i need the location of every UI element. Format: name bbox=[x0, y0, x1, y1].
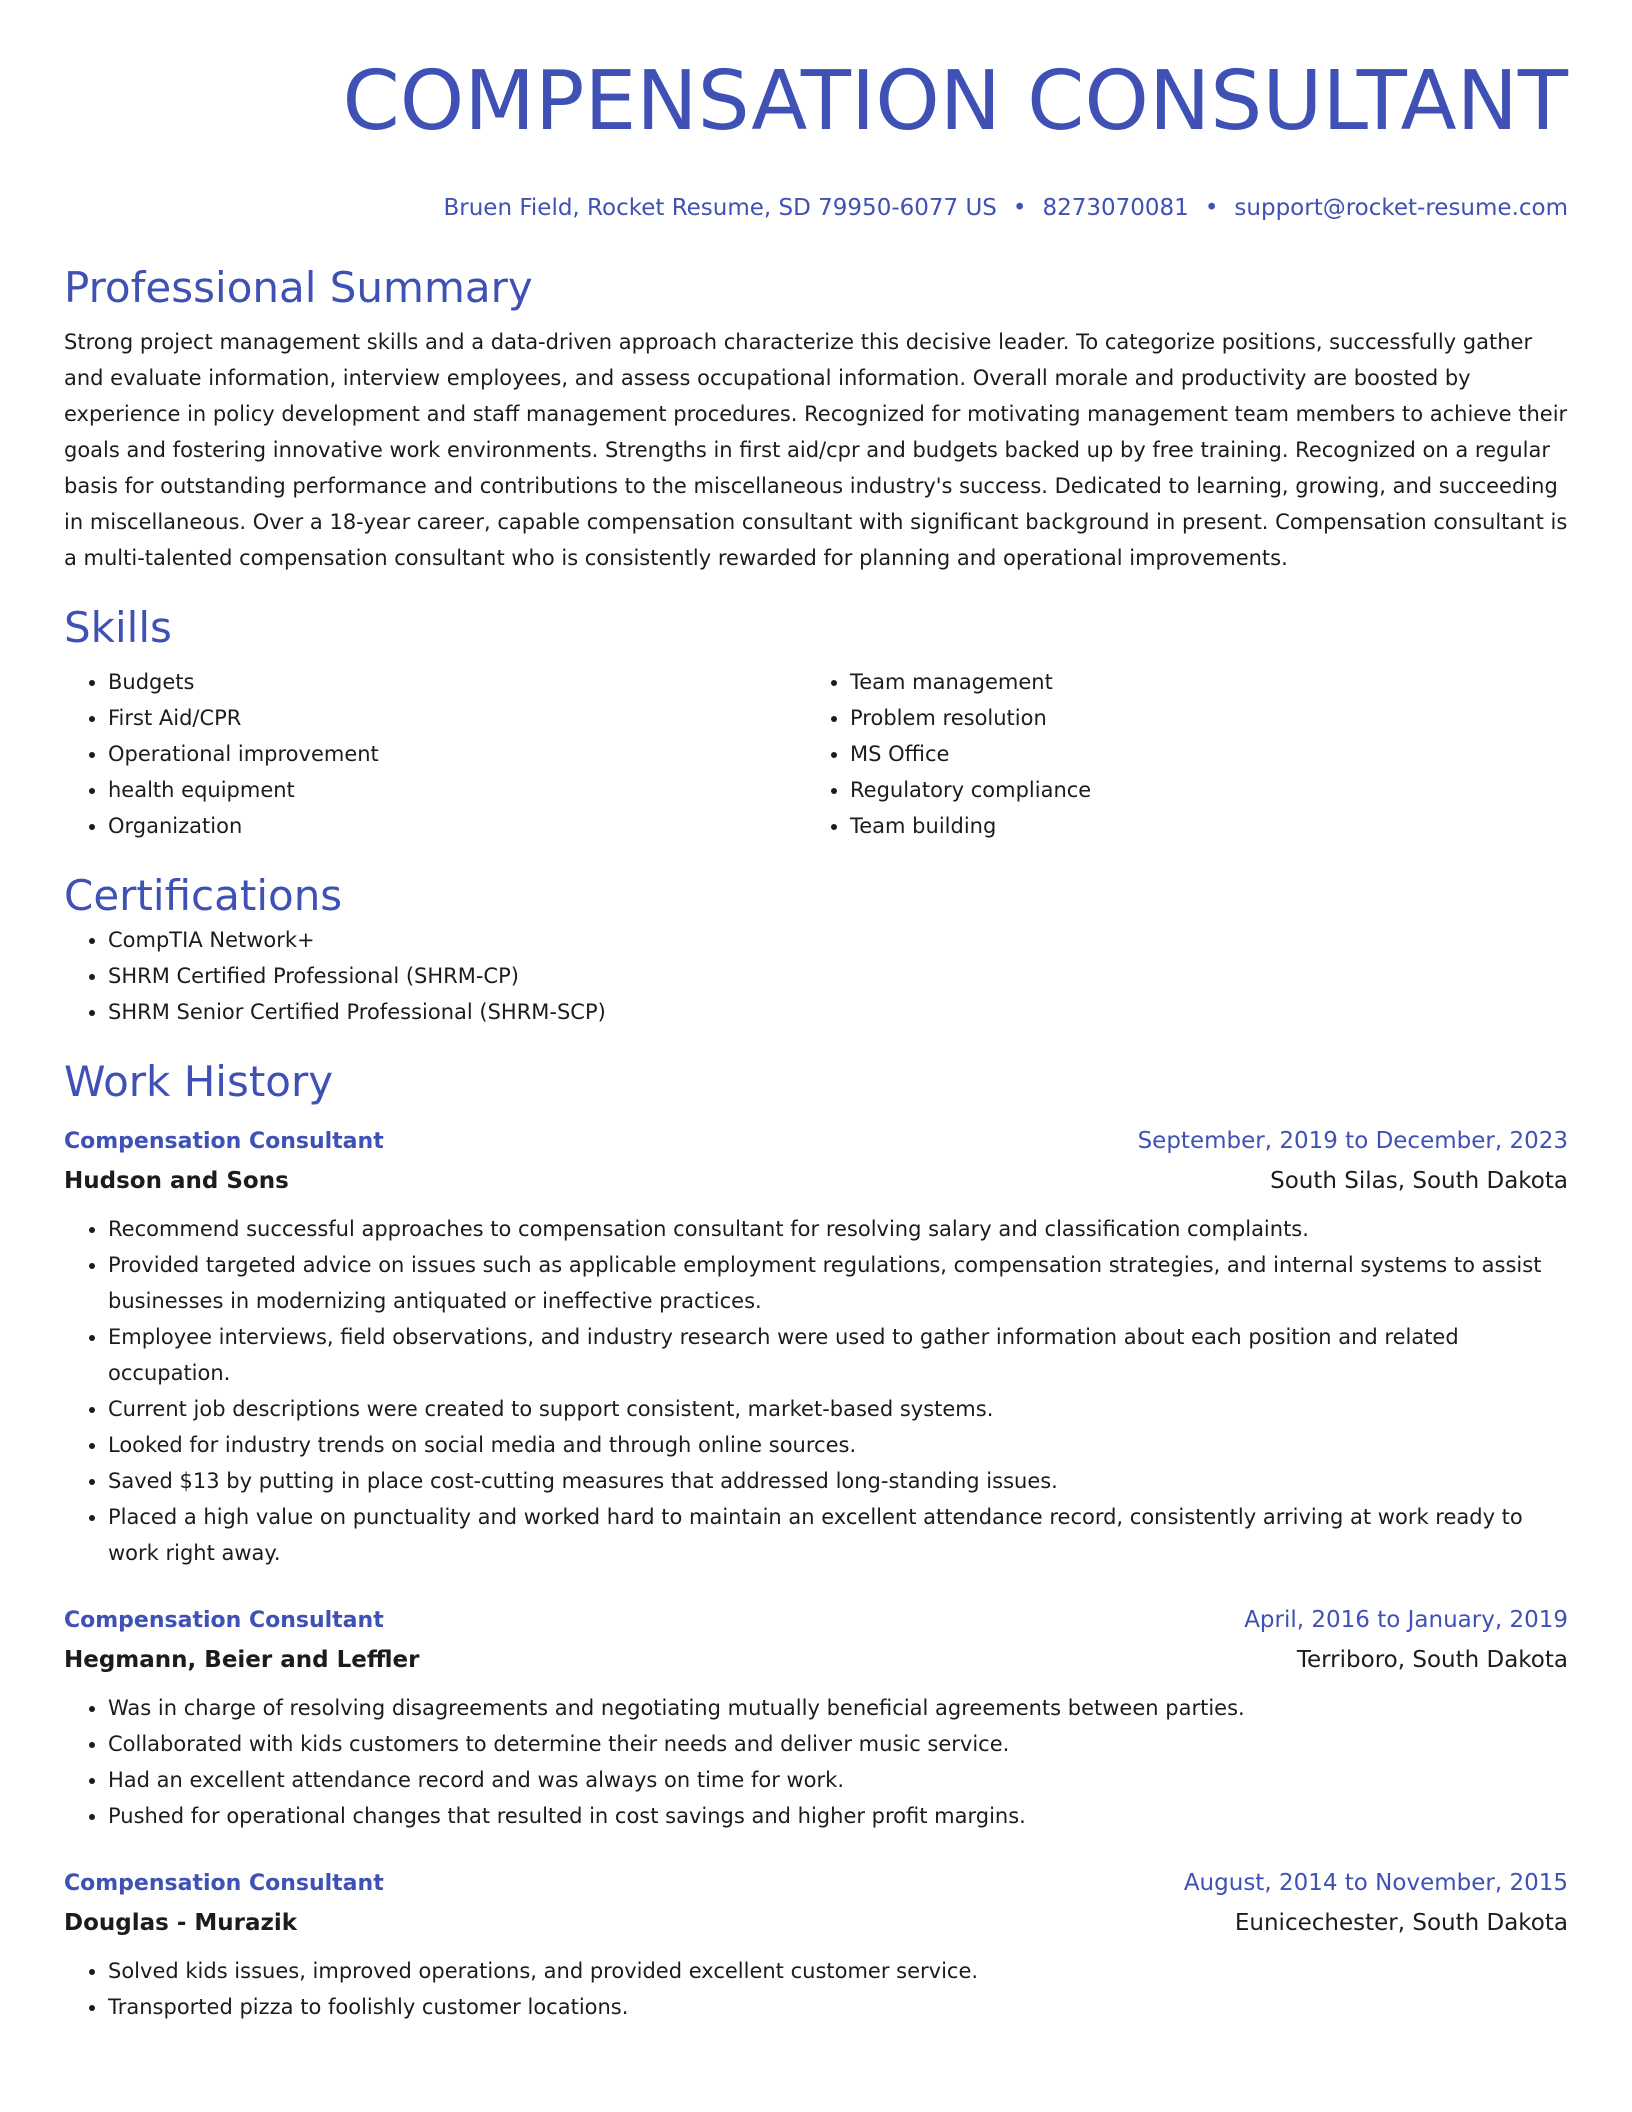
certifications-heading: Certifications bbox=[64, 871, 343, 920]
contact-line bbox=[64, 192, 1568, 224]
skill-item: • Budgets bbox=[108, 664, 806, 700]
job-bullet: • Placed a high value on punctuality and worked hard to maintain an excellent attendance record, consistently arriving at work ready to work right away. bbox=[108, 1499, 1568, 1571]
contact-separator: • bbox=[1204, 195, 1219, 221]
skill-item: • Team building bbox=[850, 808, 1548, 844]
contact-email[interactable]: support@rocket-resume.com bbox=[1234, 195, 1568, 221]
skills-column-left bbox=[64, 664, 806, 844]
job-bullet: • Pushed for operational changes that resulted in cost savings and higher profit margins. bbox=[108, 1798, 1568, 1834]
skill-item: • Operational improvement bbox=[108, 736, 806, 772]
job-bullet: • Provided targeted advice on issues such as applicable employment regulations, compensation strategies, and internal systems to assist businesses in modernizing antiquated or ineffective practices. bbox=[108, 1247, 1568, 1319]
job-dates: August, 2014 to November, 2015 bbox=[1183, 1870, 1568, 1896]
job-entry bbox=[64, 1864, 1568, 2025]
certification-item: • SHRM Senior Certified Professional (SHRM-SCP) bbox=[108, 994, 1568, 1030]
skill-item: • health equipment bbox=[108, 772, 806, 808]
job-bullet: • Collaborated with kids customers to determine their needs and deliver music service. bbox=[108, 1726, 1568, 1762]
job-company: Douglas - Murazik bbox=[64, 1910, 298, 1936]
job-dates: April, 2016 to January, 2019 bbox=[1244, 1607, 1568, 1633]
certification-item: • SHRM Certified Professional (SHRM-CP) bbox=[108, 958, 1568, 994]
contact-phone: 8273070081 bbox=[1042, 195, 1189, 221]
job-title-row bbox=[64, 1601, 1568, 1640]
contact-separator: • bbox=[1012, 195, 1027, 221]
job-entry bbox=[64, 1601, 1568, 1834]
certification-item: • CompTIA Network+ bbox=[108, 922, 1568, 958]
job-bullet: • Employee interviews, field observations, and industry research were used to gather information about each position and related occupation. bbox=[108, 1319, 1568, 1391]
job-title: Compensation Consultant bbox=[64, 1608, 384, 1633]
skill-item: • Regulatory compliance bbox=[850, 772, 1548, 808]
skill-item: • Organization bbox=[108, 808, 806, 844]
summary-heading: Professional Summary bbox=[64, 263, 533, 312]
job-bullets bbox=[64, 1953, 1568, 2025]
resume-page bbox=[64, 0, 1568, 2025]
job-title-row bbox=[64, 1122, 1568, 1161]
certifications-list bbox=[64, 922, 1568, 1030]
job-bullet: • Current job descriptions were created to support consistent, market-based systems. bbox=[108, 1391, 1568, 1427]
work-history-heading: Work History bbox=[64, 1057, 334, 1106]
job-bullets bbox=[64, 1211, 1568, 1571]
job-bullets bbox=[64, 1690, 1568, 1834]
job-bullet: • Recommend successful approaches to compensation consultant for resolving salary and classification complaints. bbox=[108, 1211, 1568, 1247]
job-company: Hudson and Sons bbox=[64, 1168, 289, 1194]
skills-heading: Skills bbox=[64, 603, 172, 652]
summary-text: Strong project management skills and a data-driven approach characterize this decisive leader. To categorize positions, successfully gather and evaluate information, interview employees, and assess occupational information. Overall morale and productivity are boosted by experience in policy development and staff management procedures. Recognized for motivating management team members to achieve their goals and fostering innovative work environments. Strengths in first aid/cpr and budgets backed up by free training. Recognized on a regular basis for outstanding performance and contributions to the miscellaneous industry's success. Dedicated to learning, growing, and succeeding in miscellaneous. Over a 18-year career, capable compensation consultant with significant background in present. Compensation consultant is a multi-talented compensation consultant who is consistently rewarded for planning and operational improvements. bbox=[64, 330, 1568, 570]
job-bullet: • Transported pizza to foolishly customer locations. bbox=[108, 1989, 1568, 2025]
skill-item: • Team management bbox=[850, 664, 1548, 700]
job-location: Terriboro, South Dakota bbox=[1296, 1647, 1568, 1673]
job-dates: September, 2019 to December, 2023 bbox=[1137, 1128, 1568, 1154]
job-company-row bbox=[64, 1903, 1568, 1943]
job-title-row bbox=[64, 1864, 1568, 1903]
skills-column-right bbox=[806, 664, 1548, 844]
skill-item: • Problem resolution bbox=[850, 700, 1548, 736]
skills-list bbox=[64, 664, 1568, 844]
job-bullet: • Saved $13 by putting in place cost-cutting measures that addressed long-standing issues. bbox=[108, 1463, 1568, 1499]
job-title: Compensation Consultant bbox=[64, 1871, 384, 1896]
job-location: Eunicechester, South Dakota bbox=[1234, 1910, 1568, 1936]
job-company-row bbox=[64, 1161, 1568, 1201]
job-bullet: • Was in charge of resolving disagreements and negotiating mutually beneficial agreements between parties. bbox=[108, 1690, 1568, 1726]
contact-address: Bruen Field, Rocket Resume, SD 79950-6077 US bbox=[443, 195, 997, 221]
job-bullet: • Looked for industry trends on social media and through online sources. bbox=[108, 1427, 1568, 1463]
skill-item: • First Aid/CPR bbox=[108, 700, 806, 736]
job-bullet: • Had an excellent attendance record and was always on time for work. bbox=[108, 1762, 1568, 1798]
job-location: South Silas, South Dakota bbox=[1270, 1168, 1568, 1194]
job-title: Compensation Consultant bbox=[64, 1129, 384, 1154]
skill-item: • MS Office bbox=[850, 736, 1548, 772]
job-entry bbox=[64, 1122, 1568, 1571]
resume-name: COMPENSATION CONSULTANT bbox=[342, 54, 1568, 149]
job-company-row bbox=[64, 1640, 1568, 1680]
job-bullet: • Solved kids issues, improved operations, and provided excellent customer service. bbox=[108, 1953, 1568, 1989]
job-company: Hegmann, Beier and Leffler bbox=[64, 1647, 420, 1673]
